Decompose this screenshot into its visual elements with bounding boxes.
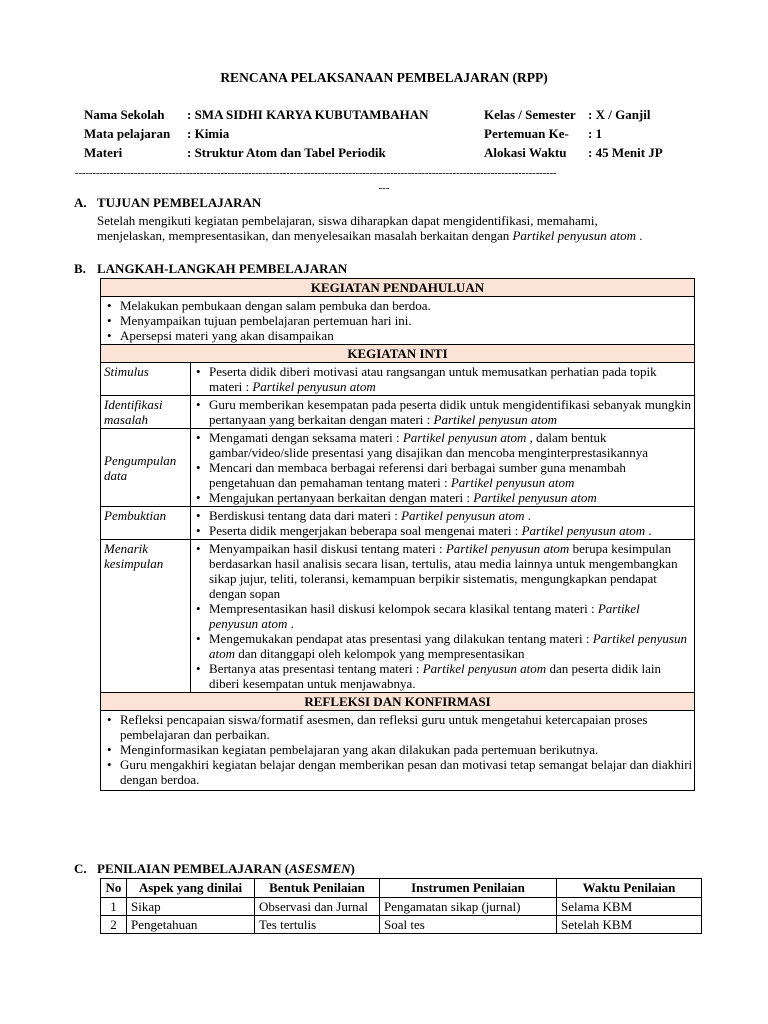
section-c-heading: C. PENILAIAN PEMBELAJARAN (ASESMEN) [74,861,355,876]
identity-row [84,107,694,126]
step-content [191,429,695,507]
step-content [191,540,695,693]
identity-block [84,107,694,164]
list-item: • Peserta didik mengerjakan beberapa soal mengenai materi : Partikel penyusun atom . [191,523,692,538]
identity-label: Nama Sekolah [84,107,165,122]
identity-label: Kelas / Semester [484,107,576,122]
refleksi-cell [101,711,695,791]
objective-line: Setelah mengikuti kegiatan pembelajaran, siswa diharapkan dapat mengidentifikasi, memahami, [97,213,598,228]
list-item: • Peserta didik diberi motivasi atau rangsangan untuk memusatkan perhatian pada topik materi : Partikel penyusun atom [191,364,692,394]
section-title: TUJUAN PEMBELAJARAN [97,195,262,210]
section-letter: A. [74,195,87,210]
table-header-row [101,879,702,898]
list-item: • Bertanya atas presentasi tentang materi : Partikel penyusun atom dan peserta didik lain diberi kesempatan untuk menjawabnya. [191,661,692,691]
list-item: • Melakukan pembukaan dengan salam pembuka dan berdoa. [101,298,694,313]
identity-label: Materi [84,145,123,160]
identity-row [84,126,694,145]
step-content [191,507,695,540]
step-label: Menarik kesimpulan [101,540,191,693]
topic-text: Partikel penyusun atom [512,228,636,243]
section-a-heading [74,195,261,210]
learning-objective [97,213,697,243]
table-cell: Selama KBM [557,898,702,916]
identity-value: : Struktur Atom dan Tabel Periodik [187,145,386,160]
list-item: • Mengamati dengan seksama materi : Partikel penyusun atom , dalam bentuk gambar/video/slide presentasi yang disajikan dan mencoba menginterprestasikannya [191,430,692,460]
learning-steps-table [100,278,695,791]
identity-value: : 1 [588,126,603,141]
step-label: Pengumpulan data [101,429,191,507]
identity-label: Alokasi Waktu [484,145,567,160]
identity-label: Mata pelajaran [84,126,171,141]
table-cell: Observasi dan Jurnal [255,898,380,916]
table-cell: Tes tertulis [255,916,380,934]
identity-value: : Kimia [187,126,230,141]
list-item: • Guru memberikan kesempatan pada peserta didik untuk mengidentifikasi sebanyak mungkin pertanyaan yang berkaitan dengan materi : Partikel penyusun atom [191,397,692,427]
refleksi-header: REFLEKSI DAN KONFIRMASI [101,693,695,711]
list-item: • Guru mengakhiri kegiatan belajar dengan memberikan pesan dan motivasi tetap semangat belajar dan diakhiri dengan berdoa. [101,757,694,787]
identity-value: : 45 Menit JP [588,145,663,160]
section-title: LANGKAH-LANGKAH PEMBELAJARAN [97,261,348,276]
table-cell: Pengetahuan [127,916,255,934]
table-cell: Sikap [127,898,255,916]
identity-label: Pertemuan Ke- [484,126,569,141]
section-letter: C. [74,861,87,876]
column-header: No [101,879,127,898]
step-label: Pembuktian [101,507,191,540]
pendahuluan-header: KEGIATAN PENDAHULUAN [101,279,695,297]
list-item: • Berdiskusi tentang data dari materi : Partikel penyusun atom . [191,508,692,523]
list-item: • Menyampaikan tujuan pembelajaran pertemuan hari ini. [101,313,694,328]
list-item: • Refleksi pencapaian siswa/formatif asesmen, dan refleksi guru untuk mengetahui ketercapaian proses pembelajaran dan perbaikan. [101,712,694,742]
document-title: RENCANA PELAKSANAAN PEMBELAJARAN (RPP) [220,70,548,85]
list-item: • Menyampaikan hasil diskusi tentang materi : Partikel penyusun atom berupa kesimpulan berdasarkan hasil analisis secara lisan, tertulis, atau media lainnya untuk mengembangkan sikap jujur, teliti, toleransi, kemampuan berpikir sistematis, mengungkapkan pendapat dengan sopan [191,541,692,601]
list-item: • Mempresentasikan hasil diskusi kelompok secara klasikal tentang materi : Partikel penyusun atom . [191,601,692,631]
pendahuluan-cell [101,297,695,345]
separator-tail: --- [378,182,390,194]
table-cell: Soal tes [380,916,557,934]
separator-line: ------------------------------------------------------------------------------------------------------------------------------------------- [75,167,557,179]
column-header: Bentuk Penilaian [255,879,380,898]
list-item: • Mengemukakan pendapat atas presentasi yang dilakukan tentang materi : Partikel penyusun atom dan ditanggapi oleh kelompok yang mempresentasikan [191,631,692,661]
identity-value: : SMA SIDHI KARYA KUBUTAMBAHAN [187,107,429,122]
column-header: Waktu Penilaian [557,879,702,898]
table-cell: 1 [101,898,127,916]
column-header: Instrumen Penilaian [380,879,557,898]
list-item: • Menginformasikan kegiatan pembelajaran yang akan dilakukan pada pertemuan berikutnya. [101,742,694,757]
inti-header: KEGIATAN INTI [101,345,695,363]
identity-value: : X / Ganjil [588,107,651,122]
table-cell: 2 [101,916,127,934]
table-row [101,916,702,934]
assessment-table [100,878,702,934]
list-item: • Apersepsi materi yang akan disampaikan [101,328,694,343]
identity-row [84,145,694,164]
section-letter: B. [74,261,86,276]
objective-line: menjelaskan, mempresentasikan, dan menyelesaikan masalah berkaitan dengan Partikel penyusun atom . [97,228,643,243]
table-row [101,898,702,916]
section-b-heading [74,261,347,276]
step-content [191,396,695,429]
section-title-italic: ASESMEN [289,861,351,876]
list-item: • Mencari dan membaca berbagai referensi dari berbagai sumber guna menambah pengetahuan dan pemahaman tentang materi : Partikel penyusun atom [191,460,692,490]
step-label: Stimulus [101,363,191,396]
table-cell: Setelah KBM [557,916,702,934]
table-cell: Pengamatan sikap (jurnal) [380,898,557,916]
list-item: • Mengajukan pertanyaan berkaitan dengan materi : Partikel penyusun atom [191,490,692,505]
step-label: Identifikasi masalah [101,396,191,429]
column-header: Aspek yang dinilai [127,879,255,898]
step-content [191,363,695,396]
